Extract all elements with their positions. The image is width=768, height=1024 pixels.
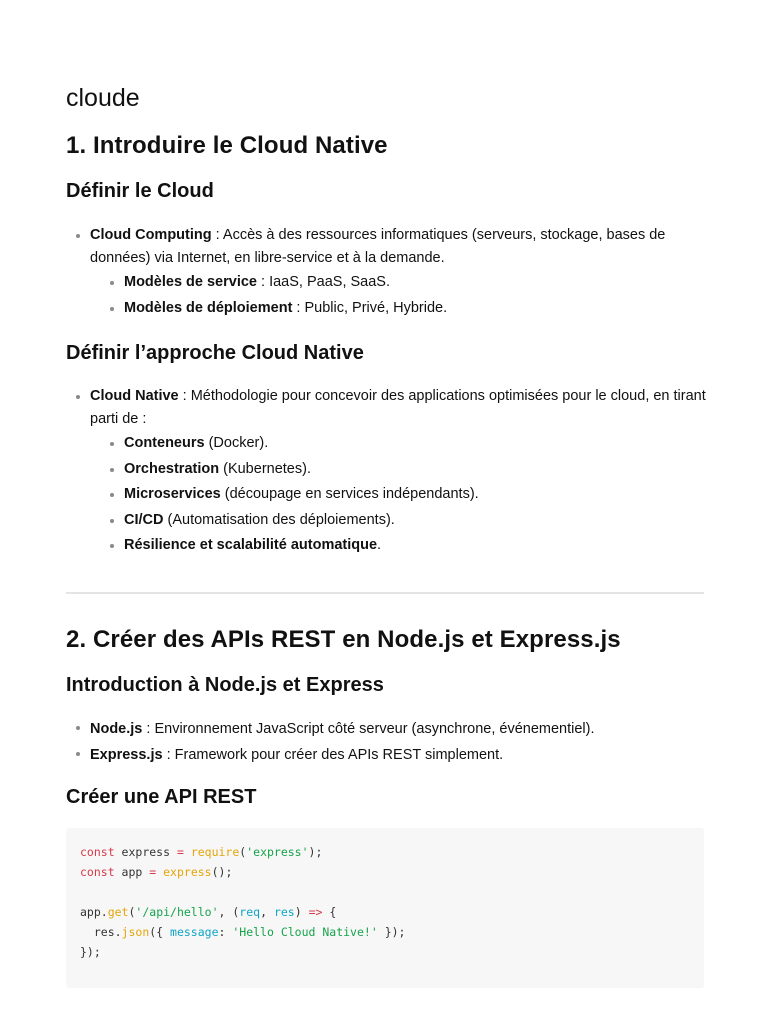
term: Microservices [124, 486, 221, 502]
code-token: req [239, 905, 261, 919]
sub-list [90, 431, 706, 559]
sub-list-item [100, 270, 706, 296]
code-token: (); [211, 865, 233, 879]
sub-list-item [100, 482, 706, 508]
description: (Kubernetes). [219, 460, 311, 477]
section-divider [66, 592, 704, 594]
description: (Docker). [204, 435, 269, 451]
list-item-nodejs [66, 716, 706, 742]
description: : Framework pour créer des APIs REST simplement. [162, 747, 504, 763]
term: Express.js [90, 747, 163, 763]
description: (Automatisation des déploiements). [163, 511, 395, 528]
document-title: cloude [66, 84, 140, 112]
term: Orchestration [124, 460, 220, 477]
code-token: ({ [149, 925, 171, 939]
code-content [66, 828, 704, 962]
list-item-cloud-native [66, 385, 706, 559]
term: Modèles de déploiement [124, 299, 293, 316]
term: Modèles de service [124, 274, 257, 290]
code-token: app. [80, 905, 108, 919]
heading-creer-api-rest: Créer une API REST [66, 786, 257, 808]
description: : Public, Privé, Hybride. [292, 299, 448, 316]
sub-list-item [100, 457, 706, 483]
heading-definir-le-cloud: Définir le Cloud [66, 180, 214, 202]
description: : IaaS, PaaS, SaaS. [257, 274, 390, 290]
section-1-heading: 1. Introduire le Cloud Native [66, 132, 388, 159]
code-token: }); [377, 925, 406, 939]
term: Cloud Native [90, 388, 179, 404]
code-token: res [273, 905, 295, 919]
heading-approche-cloud-native: Définir l’approche Cloud Native [66, 342, 364, 364]
code-token: express [114, 845, 177, 859]
code-token: require [190, 845, 240, 859]
code-token: { [322, 905, 337, 919]
description: . [377, 537, 382, 553]
description: : Accès à des ressources informatiques (serveurs, stockage, bases de données) via Internet, en libre-service et à la demande. [90, 227, 666, 266]
code-token: ( [128, 905, 136, 919]
code-token: 'Hello Cloud Native!' [232, 925, 378, 939]
node-express-list [66, 716, 706, 768]
code-block [66, 828, 704, 988]
sub-list-item [100, 508, 706, 534]
list-item-expressjs [66, 742, 706, 768]
code-token: ) [294, 905, 309, 919]
code-token: express [163, 865, 212, 879]
code-token: get [107, 905, 129, 919]
term: Cloud Computing [90, 227, 212, 243]
sub-list-item [100, 296, 706, 322]
sub-list [90, 270, 706, 321]
code-token: }); [80, 945, 101, 959]
description: : Méthodologie pour concevoir des applications optimisées pour le cloud, en tirant parti de : [90, 388, 706, 427]
code-token: = [176, 845, 184, 859]
code-token: const [80, 845, 115, 859]
code-token: res. [80, 925, 122, 939]
code-token: json [121, 925, 150, 939]
code-token: : [218, 925, 233, 939]
section-2-heading: 2. Créer des APIs REST en Node.js et Express.js [66, 626, 621, 653]
description: (découpage en services indépendants). [220, 486, 479, 502]
term: Conteneurs [124, 435, 205, 451]
term: CI/CD [124, 511, 164, 528]
code-token: ); [308, 845, 323, 859]
code-token: message [170, 925, 219, 939]
list-item-cloud-computing [66, 224, 706, 321]
code-token: const [80, 865, 115, 879]
code-token: 'express' [246, 845, 309, 859]
heading-introduction-node-express: Introduction à Node.js et Express [66, 674, 384, 696]
code-token: , [260, 905, 274, 919]
description: : Environnement JavaScript côté serveur (asynchrone, événementiel). [142, 721, 595, 737]
code-token [184, 845, 191, 859]
cloud-definition-list [66, 224, 706, 321]
term: Résilience et scalabilité automatique [124, 537, 378, 553]
code-token: , ( [218, 905, 240, 919]
sub-list-item [100, 431, 706, 457]
code-token: => [308, 905, 323, 919]
code-token: '/api/hello' [135, 905, 219, 919]
code-token: app [114, 865, 150, 879]
code-token: = [149, 865, 157, 879]
sub-list-item [100, 533, 706, 559]
term: Node.js [90, 721, 143, 737]
code-token: ( [239, 845, 247, 859]
cloud-native-list [66, 385, 706, 559]
